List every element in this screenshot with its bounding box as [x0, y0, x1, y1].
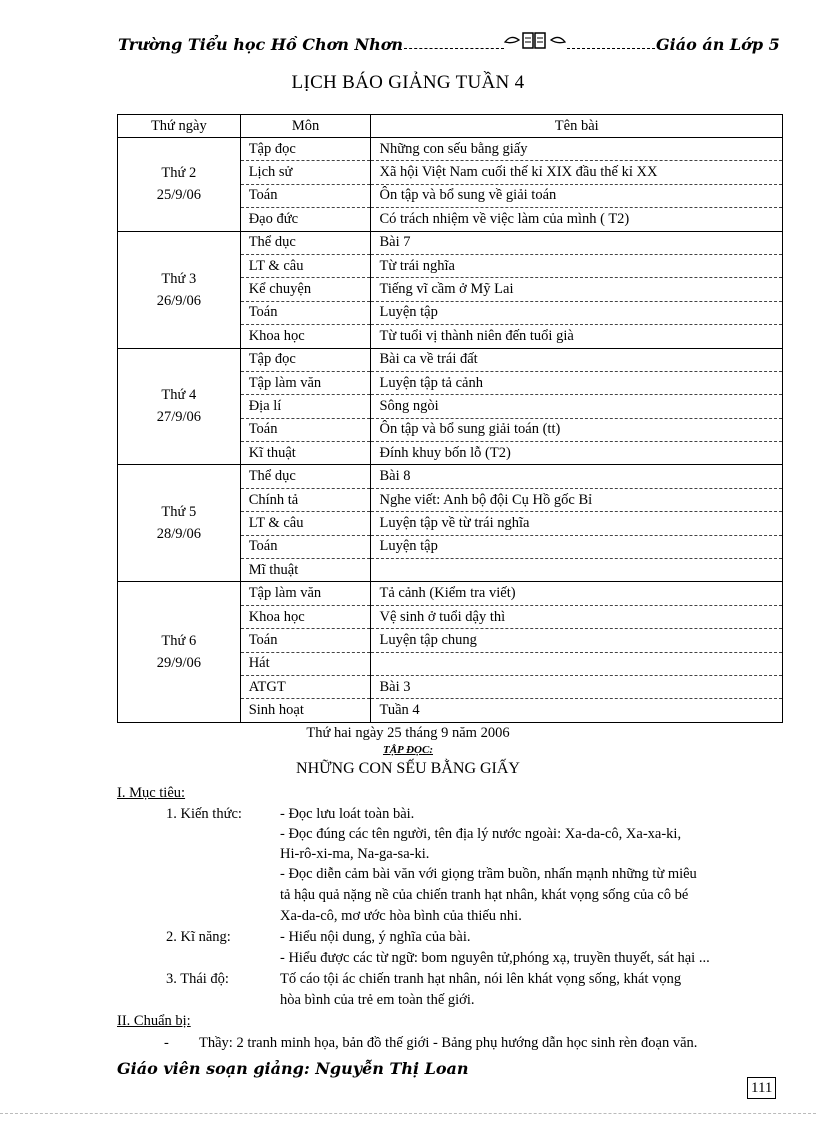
attitude-label: 3. Thái độ: — [166, 971, 229, 987]
subject-cell: Khoa học — [240, 605, 371, 628]
subject-cell: Toán — [240, 535, 371, 558]
skill-line: - Hiểu nội dung, ý nghĩa của bài. — [280, 929, 471, 945]
day-name: Thứ 2 — [161, 165, 197, 182]
subject-cell: Khoa học — [240, 325, 371, 348]
lesson-date: Thứ hai ngày 25 tháng 9 năm 2006 — [306, 725, 510, 741]
schedule-table — [117, 114, 783, 723]
subject-cell: Sinh hoạt — [240, 699, 371, 722]
day-name: Thứ 4 — [161, 387, 197, 404]
subject-cell: Kể chuyện — [240, 278, 371, 301]
lesson-cell: Tuần 4 — [371, 699, 783, 722]
day-name: Thứ 6 — [161, 633, 197, 650]
section-preparation: II. Chuẩn bị: — [117, 1013, 191, 1029]
subject-cell: Địa lí — [240, 395, 371, 418]
lesson-cell: Từ trái nghĩa — [371, 254, 783, 277]
header-school-name: Trường Tiểu học Hồ Chơn Nhơn — [118, 35, 404, 54]
lesson-cell — [371, 559, 783, 582]
lesson-cell: Những con sếu bằng giấy — [371, 138, 783, 161]
lesson-cell: Đính khuy bốn lỗ (T2) — [371, 442, 783, 465]
book-ornament-icon — [503, 30, 567, 52]
table-row — [118, 465, 783, 488]
table-row — [118, 348, 783, 371]
header-grade: Giáo án Lớp 5 — [656, 35, 780, 54]
table-row — [118, 231, 783, 254]
subject-cell: Hát — [240, 652, 371, 675]
lesson-cell: Có trách nhiệm về việc làm của mình ( T2) — [371, 208, 783, 231]
subject-cell: ATGT — [240, 675, 371, 698]
table-row — [118, 582, 783, 605]
header-divider-left — [404, 48, 504, 49]
lesson-cell: Từ tuổi vị thành niên đến tuổi già — [371, 325, 783, 348]
lesson-cell: Vệ sinh ở tuổi dậy thì — [371, 605, 783, 628]
day-name: Thứ 5 — [161, 504, 197, 521]
day-date: 29/9/06 — [156, 655, 201, 672]
lesson-cell: Luyện tập về từ trái nghĩa — [371, 512, 783, 535]
knowledge-line: - Đọc lưu loát toàn bài. — [280, 806, 415, 822]
prep-line: Thầy: 2 tranh minh họa, bản đồ thế giới - Bảng phụ hướng dẫn học sinh rèn đoạn văn. — [199, 1035, 698, 1051]
table-header-row — [118, 115, 783, 138]
lesson-cell: Bài 7 — [371, 231, 783, 254]
knowledge-line: - Đọc diễn cảm bài văn với giọng trầm buồn, nhấn mạnh những từ miêu — [280, 866, 697, 882]
attitude-line: Tố cáo tội ác chiến tranh hạt nhân, nói lên khát vọng sống, khát vọng — [280, 971, 682, 987]
lesson-cell — [371, 652, 783, 675]
subject-cell: Toán — [240, 418, 371, 441]
lesson-cell: Nghe viết: Anh bộ đội Cụ Hồ gốc Bỉ — [371, 488, 783, 511]
lesson-subject: TẬP ĐỌC: — [382, 744, 433, 756]
day-cell — [118, 582, 241, 722]
lesson-cell: Xã hội Việt Nam cuối thế kỉ XIX đầu thế kỉ XX — [371, 161, 783, 184]
subject-cell: Tập đọc — [240, 138, 371, 161]
teacher-name: Giáo viên soạn giảng: Nguyễn Thị Loan — [117, 1059, 469, 1078]
lesson-cell: Bài ca về trái đất — [371, 348, 783, 371]
day-date: 28/9/06 — [156, 526, 201, 543]
column-header-day: Thứ ngày — [118, 115, 241, 138]
subject-cell: Mĩ thuật — [240, 559, 371, 582]
day-cell — [118, 138, 241, 232]
column-header-lesson: Tên bài — [371, 115, 783, 138]
day-name: Thứ 3 — [161, 270, 197, 287]
day-cell — [118, 231, 241, 348]
lesson-cell: Tả cảnh (Kiểm tra viết) — [371, 582, 783, 605]
subject-cell: LT & câu — [240, 254, 371, 277]
subject-cell: Lịch sử — [240, 161, 371, 184]
day-date: 25/9/06 — [156, 187, 201, 204]
day-date: 27/9/06 — [156, 409, 201, 426]
knowledge-label: 1. Kiến thức: — [166, 806, 242, 822]
lesson-cell: Luyện tập chung — [371, 629, 783, 652]
day-date: 26/9/06 — [156, 292, 201, 309]
subject-cell: Đạo đức — [240, 208, 371, 231]
lesson-cell: Ôn tập và bổ sung về giải toán — [371, 184, 783, 207]
subject-cell: Toán — [240, 629, 371, 652]
knowledge-line: tả hậu quả nặng nề của chiến tranh hạt nhân, khát vọng sống của cô bé — [280, 887, 689, 903]
skill-line: - Hiểu được các từ ngữ: bom nguyên tử,phóng xạ, truyền thuyết, sát hại ... — [280, 950, 710, 966]
knowledge-line: Hi-rô-xi-ma, Na-ga-sa-ki. — [280, 846, 430, 862]
subject-cell: Tập làm văn — [240, 371, 371, 394]
lesson-cell: Tiếng vĩ cầm ở Mỹ Lai — [371, 278, 783, 301]
page-title: LỊCH BÁO GIẢNG TUẦN 4 — [291, 72, 525, 93]
subject-cell: LT & câu — [240, 512, 371, 535]
subject-cell: Kĩ thuật — [240, 442, 371, 465]
subject-cell: Thể dục — [240, 465, 371, 488]
lesson-cell: Bài 3 — [371, 675, 783, 698]
lesson-title: NHỮNG CON SẾU BẰNG GIẤY — [296, 760, 520, 777]
attitude-line: hòa bình của trẻ em toàn thế giới. — [280, 992, 475, 1008]
lesson-cell: Sông ngòi — [371, 395, 783, 418]
prep-bullet: - — [164, 1035, 169, 1051]
subject-cell: Tập làm văn — [240, 582, 371, 605]
knowledge-line: Xa-da-cô, mơ ước hòa bình của thiếu nhi. — [280, 908, 522, 924]
lesson-cell: Ôn tập và bổ sung giải toán (tt) — [371, 418, 783, 441]
lesson-cell: Luyện tập — [371, 301, 783, 324]
page-bottom-divider — [0, 1113, 816, 1114]
knowledge-line: - Đọc đúng các tên người, tên địa lý nước ngoài: Xa-da-cô, Xa-xa-ki, — [280, 826, 682, 842]
subject-cell: Toán — [240, 184, 371, 207]
section-objectives: I. Mục tiêu: — [117, 785, 186, 801]
subject-cell: Toán — [240, 301, 371, 324]
subject-cell: Thể dục — [240, 231, 371, 254]
subject-cell: Chính tả — [240, 488, 371, 511]
day-cell — [118, 465, 241, 582]
subject-cell: Tập đọc — [240, 348, 371, 371]
skill-label: 2. Kĩ năng: — [166, 929, 231, 945]
column-header-subject: Môn — [240, 115, 371, 138]
day-cell — [118, 348, 241, 465]
table-row — [118, 138, 783, 161]
lesson-cell: Bài 8 — [371, 465, 783, 488]
lesson-cell: Luyện tập tả cảnh — [371, 371, 783, 394]
header-divider-right — [567, 48, 655, 49]
lesson-cell: Luyện tập — [371, 535, 783, 558]
page-number: 111 — [747, 1077, 776, 1099]
